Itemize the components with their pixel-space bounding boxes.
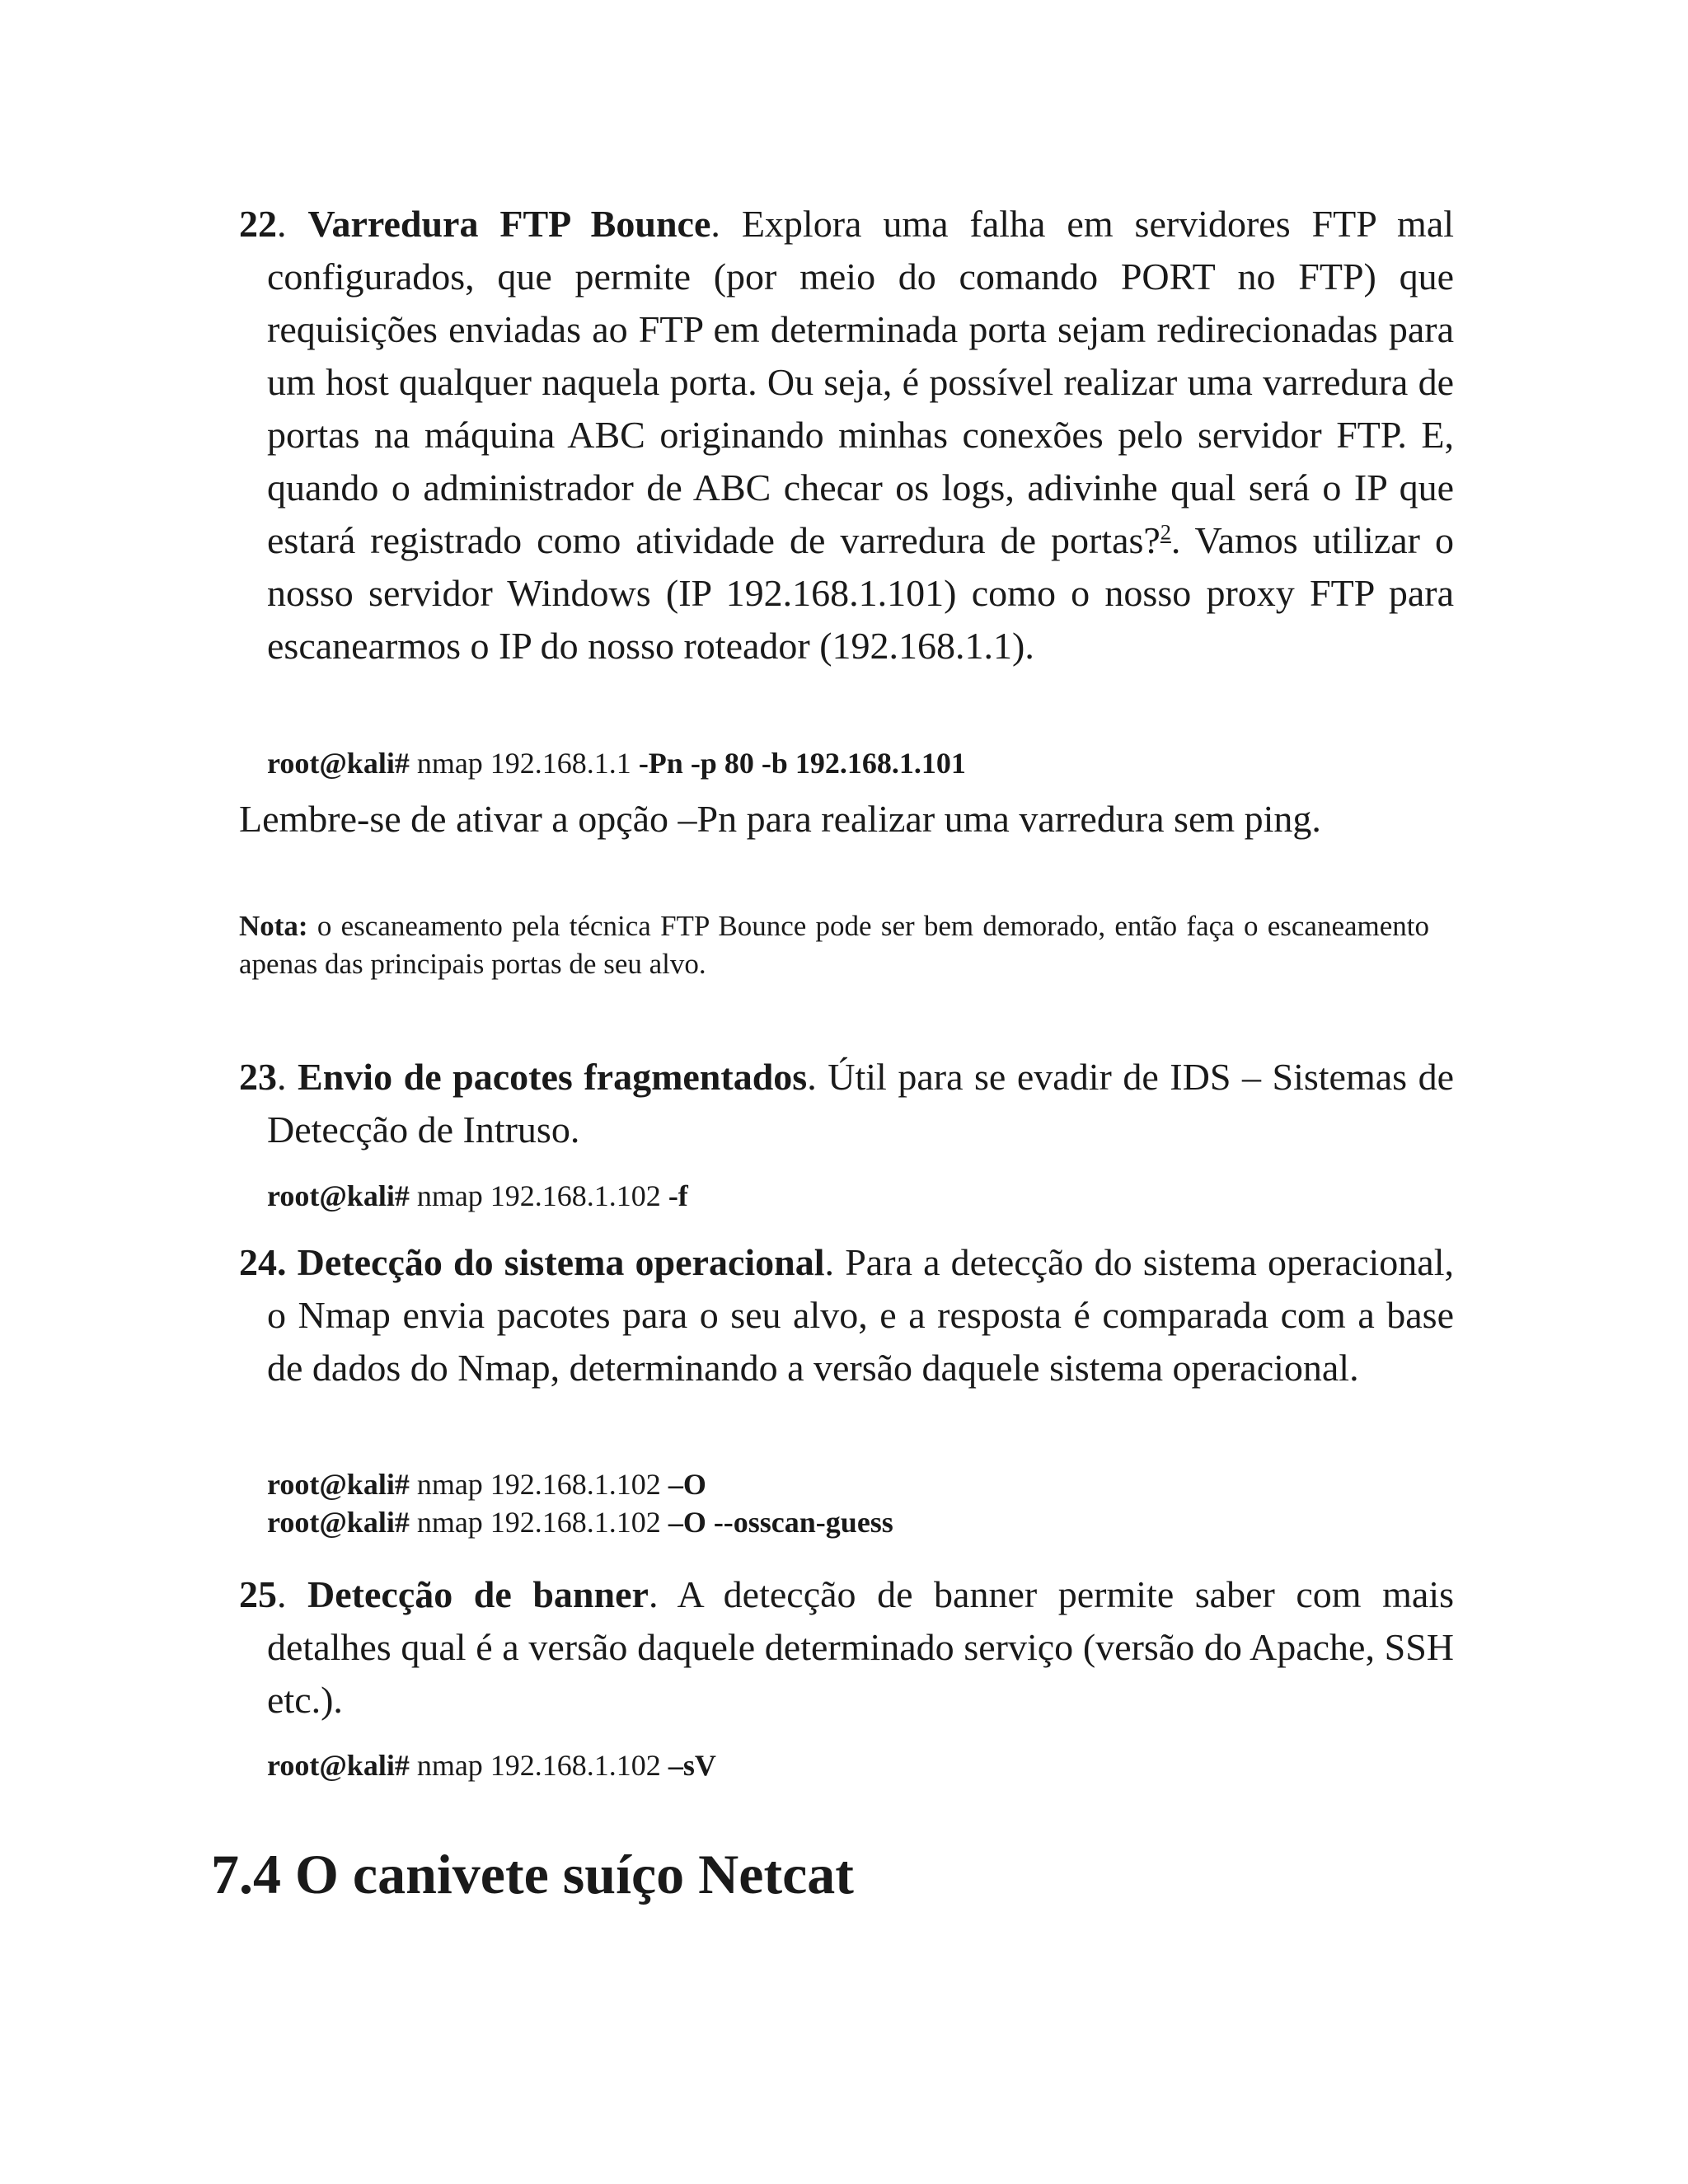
note-box bbox=[239, 907, 1429, 983]
shell-prompt: root@kali# bbox=[267, 1179, 410, 1212]
list-item-23: 23. Envio de pacotes fragmentados. Útil para se evadir de IDS – Sistemas de Detecção de Intruso. bbox=[239, 1056, 1455, 1151]
note-text: o escaneamento pela técnica FTP Bounce pode ser bem demorado, então faça o escaneamento apenas das principais portas de seu alvo. bbox=[239, 910, 1429, 980]
shell-prompt: root@kali# bbox=[267, 747, 410, 780]
reminder-text: Lembre-se de ativar a opção –Pn para realizar uma varredura sem ping. bbox=[239, 798, 1321, 840]
shell-prompt: root@kali# bbox=[267, 1506, 410, 1539]
command-flags: –O --osscan-guess bbox=[668, 1506, 893, 1539]
command-text: nmap 192.168.1.102 bbox=[416, 1506, 661, 1539]
item-number: 25 bbox=[239, 1573, 277, 1615]
item-number: 23 bbox=[239, 1056, 277, 1098]
item-title: Detecção de banner bbox=[307, 1573, 649, 1615]
command-text: nmap 192.168.1.102 bbox=[416, 1468, 661, 1501]
list-item-24: 24. Detecção do sistema operacional. Para a detecção do sistema operacional, o Nmap envia pacotes para o seu alvo, e a resposta é comparada com a base de dados do Nmap, determinando a versão daquele sistema operacional. bbox=[239, 1241, 1455, 1389]
shell-prompt: root@kali# bbox=[267, 1749, 410, 1782]
item-title: Envio de pacotes fragmentados bbox=[298, 1056, 808, 1098]
command-text: nmap 192.168.1.1 bbox=[416, 747, 631, 780]
item-text: Explora uma falha em servidores FTP mal configurados, que permite (por meio do comando PORT no FTP) que requisições enviadas ao FTP em determinada porta sejam redirecionadas para um host qualquer naquela porta. Ou seja, é possível realizar uma varredura de portas na máquina ABC originando minhas conexões pelo servidor FTP. E, quando o administrador de ABC checar os logs, adivinhe qual será o IP que estará registrado como atividade de varredura de portas? bbox=[267, 203, 1455, 561]
command-line bbox=[267, 1177, 688, 1215]
list-item-22: 22. Varredura FTP Bounce. Explora uma falha em servidores FTP mal configurados, que permite (por meio do comando PORT no FTP) que requisições enviadas ao FTP em determinada porta sejam redirecionadas para um host qualquer naquela porta. Ou seja, é possível realizar uma varredura de portas na máquina ABC originando minhas conexões pelo servidor FTP. E, quando o administrador de ABC checar os logs, adivinhe qual será o IP que estará registrado como atividade de varredura de portas?$^2$. Vamos utilizar o nosso servidor Windows (IP 192.168.1.101) como o nosso proxy FTP para escanearmos o IP do nosso roteador (192.168.1.1). bbox=[239, 203, 1455, 667]
item-text-continued: . Vamos utilizar o nosso servidor Windows (IP 192.168.1.101) como o nosso proxy FTP para escanearmos o IP do nosso roteador (192.168.1.1). bbox=[267, 519, 1454, 667]
item-number: 22 bbox=[239, 203, 277, 245]
command-text: nmap 192.168.1.102 bbox=[416, 1749, 661, 1782]
command-flags: –sV bbox=[668, 1749, 716, 1782]
footnote-reference[interactable]: 2 bbox=[1160, 520, 1171, 545]
command-line bbox=[267, 1465, 706, 1503]
command-text: nmap 192.168.1.102 bbox=[416, 1179, 661, 1212]
note-label: Nota: bbox=[239, 910, 308, 942]
item-number: 24 bbox=[239, 1241, 277, 1283]
item-text: Útil para se evadir de IDS – Sistemas de Detecção de Intruso. bbox=[267, 1056, 1455, 1151]
command-flags: -Pn -p 80 -b 192.168.1.101 bbox=[638, 747, 966, 780]
item-text: A detecção de banner permite saber com mais detalhes qual é a versão daquele determinado serviço (versão do Apache, SSH etc.). bbox=[267, 1573, 1455, 1721]
section-heading: 7.4 O canivete suíço Netcat bbox=[211, 1843, 854, 1905]
list-item-25: 25. Detecção de banner. A detecção de banner permite saber com mais detalhes qual é a versão daquele determinado serviço (versão do Apache, SSH etc.). bbox=[239, 1573, 1455, 1721]
item-title: Detecção do sistema operacional bbox=[297, 1241, 825, 1283]
shell-prompt: root@kali# bbox=[267, 1468, 410, 1501]
command-line bbox=[267, 1746, 716, 1784]
command-line bbox=[267, 1503, 893, 1541]
command-flags: -f bbox=[668, 1179, 688, 1212]
item-text: Para a detecção do sistema operacional, o Nmap envia pacotes para o seu alvo, e a resposta é comparada com a base de dados do Nmap, determinando a versão daquele sistema operacional. bbox=[267, 1241, 1455, 1389]
command-line bbox=[267, 744, 966, 782]
command-flags: –O bbox=[668, 1468, 706, 1501]
item-title: Varredura FTP Bounce bbox=[307, 203, 711, 245]
